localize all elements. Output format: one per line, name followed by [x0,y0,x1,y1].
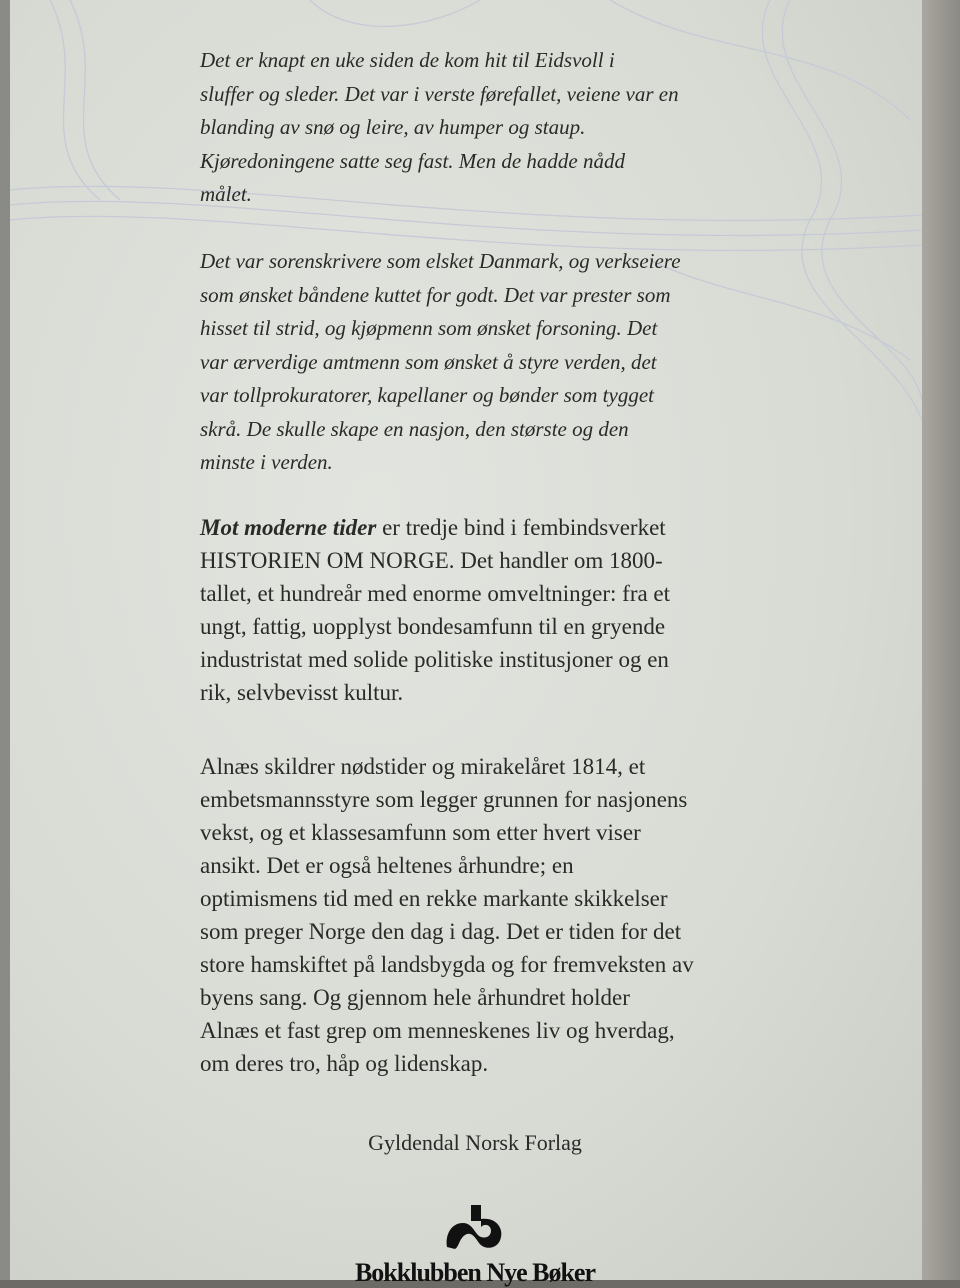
text-line: var tollprokuratorer, kapellaner og bønder som tygget [200,383,654,407]
text-line: Det var sorenskrivere som elsket Danmark, og verkseiere [200,249,681,273]
text-line: Det er knapt en uke siden de kom hit til Eidsvoll i [200,48,615,72]
text-line: var ærverdige amtmenn som ønsket å styre verden, det [200,349,657,374]
bokklubben-logo-icon [445,1205,505,1251]
text-line: rik, selvbevisst kultur. [200,680,404,705]
text-fragment: er tredje bind i fembindsverket [376,515,666,540]
text-line: ansikt. Det er også heltenes århundre; en [200,853,574,878]
book-edge-left [0,0,10,1280]
text-line: Alnæs et fast grep om menneskenes liv og hverdag, [200,1018,675,1043]
text-line: sluffer og sleder. Det var i verste førefallet, veiene var en [200,81,679,106]
text-line: blanding av snø og leire, av humper og staup. [200,115,586,139]
text-line: som ønsket båndene kuttet for godt. Det var prester som [200,282,671,307]
text-line [200,511,670,544]
text-line: hisset til strid, og kjøpmenn som ønsket forsoning. Det [200,316,658,340]
publisher-name: Gyldendal Norsk Forlag [368,1130,582,1155]
text-line: Alnæs skildrer nødstider og mirakelåret 1814, et [200,754,646,779]
text-line: HISTORIEN OM NORGE. Det handler om 1800- [200,548,663,573]
text-line: tallet, et hundreår med enorme omveltninger: fra et [200,581,671,606]
book-spine-edge [922,0,960,1280]
book-title: Mot moderne tider [200,515,377,540]
text-line: store hamskiftet på landsbygda og for fremveksten av [200,952,694,977]
description-paragraph-1 [200,511,670,709]
description-paragraph-2 [200,750,694,1080]
publisher-logo [350,1205,600,1288]
text-line: optimismens tid med en rekke markante skikkelser [200,886,668,911]
text-line: som preger Norge den dag i dag. Det er tiden for det [200,919,682,944]
text-line: målet. [200,182,252,206]
intro-paragraph-2 [200,245,681,480]
text-line: Kjøredoningene satte seg fast. Men de hadde nådd [200,148,625,173]
text-line: skrå. De skulle skape en nasjon, den største og den [200,416,629,441]
text-line: ungt, fattig, uopplyst bondesamfunn til en gryende [200,614,666,639]
text-line: minste i verden. [200,450,333,474]
text-line: embetsmannsstyre som legger grunnen for nasjonens [200,787,688,812]
text-line: vekst, og et klassesamfunn som etter hvert viser [200,820,641,845]
logo-wordmark: Bokklubben Nye Bøker [354,1258,596,1287]
text-line: om deres tro, håp og lidenskap. [200,1051,489,1076]
intro-paragraph-1 [200,44,679,212]
text-line: byens sang. Og gjennom hele århundret holder [200,985,630,1010]
text-line: industristat med solide politiske institusjoner og en [200,647,669,672]
